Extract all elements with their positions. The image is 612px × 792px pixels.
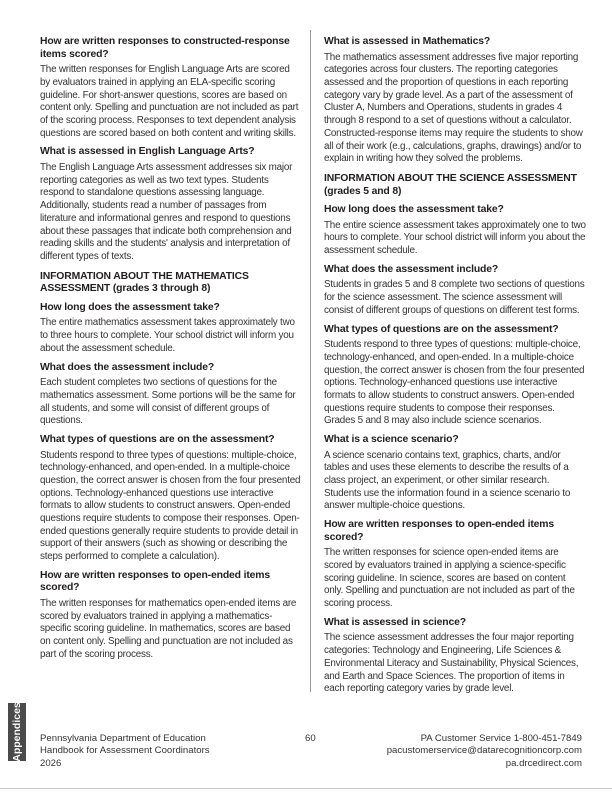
footer-publisher-line: Handbook for Assessment Coordinators bbox=[40, 745, 210, 757]
section-heading: INFORMATION ABOUT THE MATHEMATICS ASSESSMENT (grades 3 through 8) bbox=[40, 270, 249, 295]
column-divider bbox=[310, 30, 311, 692]
question-heading: What is assessed in Mathematics? bbox=[324, 36, 491, 47]
footer-publisher bbox=[40, 733, 210, 770]
question-heading: How are written responses to open-ended items scored? bbox=[40, 569, 270, 594]
body-paragraph: The written responses for mathematics open-ended items are scored by evaluators trained in applying a mathematics-specific scoring guideline. In mathematics, scores are based on content only. Spelling and punctuation are not included as part of the scoring process. bbox=[40, 598, 297, 660]
body-paragraph: The mathematics assessment addresses five major reporting categories across four clusters. The reporting categories assessed and the proportion of questions in each reporting category vary by grade level. As a part of the assessment of Cluster A, Numbers and Operations, students in grades 4 through 8 respond to a set of questions without a calculator. Constructed-response items may require the students to show all of their work (e.g., calculations, graphs, drawings) and/or to explain in writing how they solved the problems. bbox=[324, 51, 583, 165]
footer-publisher-line: 2026 bbox=[40, 757, 62, 769]
question-heading: What types of questions are on the assessment? bbox=[324, 323, 559, 335]
question-heading: What is assessed in English Language Arts? bbox=[40, 146, 255, 158]
footer-contact bbox=[387, 733, 582, 770]
appendices-tab bbox=[8, 703, 26, 761]
right-column bbox=[324, 36, 586, 696]
question-heading: How long does the assessment take? bbox=[40, 301, 220, 313]
question-heading: How are written responses to open-ended items scored? bbox=[324, 519, 554, 543]
question-heading: How long does the assessment take? bbox=[324, 204, 504, 216]
appendices-tab-label: Appendices bbox=[11, 702, 23, 762]
question-heading: What does the assessment include? bbox=[40, 361, 215, 373]
customer-service-email[interactable]: pacustomerservice@datarecognitioncorp.com bbox=[386, 745, 582, 757]
question-heading: What does the assessment include? bbox=[324, 263, 499, 275]
question-heading: What types of questions are on the assessment? bbox=[40, 433, 275, 445]
page-number: 60 bbox=[305, 733, 316, 744]
body-paragraph: Students in grades 5 and 8 complete two sections of questions for the science assessment. The science assessment will consist of different groups of questions on different test forms. bbox=[324, 279, 585, 316]
body-paragraph: The written responses for science open-ended items are scored by evaluators trained in applying a science-specific scoring guideline. In science, scores are based on content only. Spelling and punctuation are not included as part of the scoring process. bbox=[324, 547, 575, 610]
website-link[interactable]: pa.drcedirect.com bbox=[505, 757, 582, 769]
body-paragraph: Students respond to three types of questions: multiple-choice, technology-enhanced, and open-ended. In a multiple-choice question, the correct answer is chosen from the four presented options. Technology-enhanced questions use interactive formats to allow students to construct answers. Open-ended questions require students to compose their responses. Open-ended questions generally require students to provide detail in support of their answers (such as showing or describing the steps performed to complete a calculation). bbox=[40, 449, 301, 563]
section-heading: INFORMATION ABOUT THE SCIENCE ASSESSMENT (grades 5 and 8) bbox=[324, 172, 577, 197]
question-heading: What is assessed in science? bbox=[324, 616, 466, 628]
page-bottom-edge bbox=[0, 788, 612, 789]
body-paragraph: Students respond to three types of questions: multiple-choice, technology-enhanced, and open-ended. In a multiple-choice question, the correct answer is chosen from the four presented options. Technology-enhanced questions use interactive formats to allow students to construct answers. Open-ended questions require students to compose their responses. Grades 5 and 8 may also include science scenarios. bbox=[324, 339, 585, 427]
body-paragraph: The entire science assessment takes approximately one to two hours to complete. Your school district will inform you about the assessment schedule. bbox=[324, 219, 586, 257]
left-column bbox=[40, 36, 302, 662]
body-paragraph: Each student completes two sections of questions for the mathematics assessment. Some portions will be the same for all students, and some will consist of different groups of questions. bbox=[40, 377, 296, 427]
footer-publisher-line: Pennsylvania Department of Education bbox=[40, 733, 206, 744]
body-paragraph: The written responses for English Language Arts are scored by evaluators trained in applying an ELA-specific scoring guideline. For short-answer questions, scores are based on content only. Spelling and punctuation are not included as part of the scoring process. Responses to text dependent analysis questions are scored based on both content and writing skills. bbox=[40, 64, 299, 139]
body-paragraph: A science scenario contains text, graphics, charts, and/or tables and uses these elements to describe the results of a class project, an experiment, or other similar research. Students use the information found in a science scenario to answer multiple-choice questions. bbox=[324, 449, 571, 512]
body-paragraph: The entire mathematics assessment takes approximately two to three hours to complete. Your school district will inform you about the assessment schedule. bbox=[40, 317, 295, 354]
body-paragraph: The science assessment addresses the four major reporting categories: Technology and Engineering, Life Sciences & Environmental Literacy and Sustainability, Physical Sciences, and Earth and Space Sciences. The proportion of items in each reporting category varies by grade level. bbox=[324, 632, 579, 695]
body-paragraph: The English Language Arts assessment addresses six major reporting categories as well as two text types. Students respond to standalone questions assessing language. Additionally, students read a number of passages from literature and informational genres and respond to questions about these passages that indicate both comprehension and reading skills and the students' analysis and interpretation of different types of texts. bbox=[40, 162, 293, 262]
customer-service-phone: PA Customer Service 1-800-451-7849 bbox=[420, 733, 582, 744]
question-heading: What is a science scenario? bbox=[324, 434, 459, 446]
question-heading: How are written responses to constructed-response items scored? bbox=[40, 36, 290, 60]
